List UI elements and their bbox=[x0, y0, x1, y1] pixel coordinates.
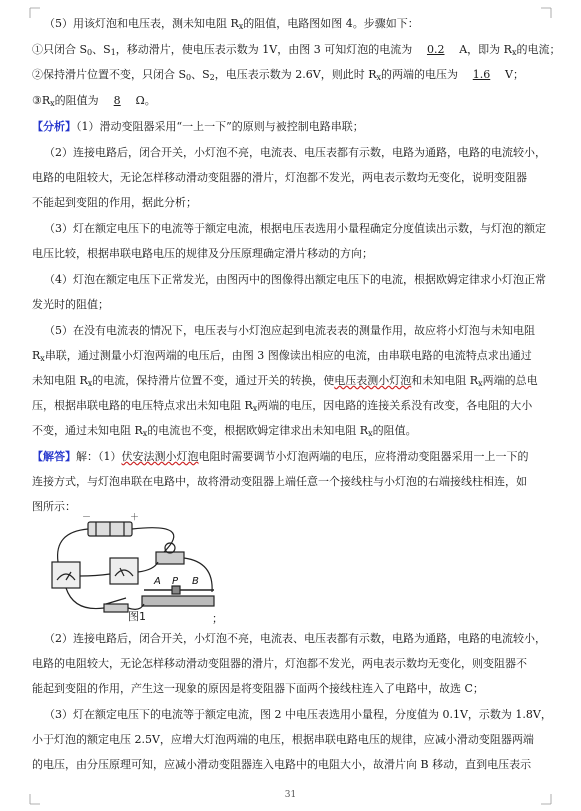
crop-mark-top-left bbox=[30, 8, 40, 18]
analysis-p4-l2: 发光时的阻值； bbox=[32, 298, 109, 311]
answer-blank: 0.2 bbox=[426, 43, 445, 56]
q5-intro: （5）用该灯泡和电压表，测未知电阻 $R_x$的阻值，电路图如图 4。步骤如下： bbox=[44, 17, 419, 31]
analysis-tag: 【分析】 bbox=[32, 120, 76, 133]
battery-plus-label: ＋ bbox=[130, 513, 140, 523]
terminal-b-label: B bbox=[192, 576, 199, 587]
switch bbox=[104, 604, 128, 612]
analysis-p5-l3: 未知电阻 $R_x$的电流，保持滑片位置不变，通过开关的转换，使电压表测小灯泡和未知电阻 $R_x$两端的总电 bbox=[32, 374, 538, 388]
voltmeter bbox=[110, 558, 138, 584]
lamp bbox=[156, 552, 184, 564]
solution-p3-l2: 小于灯泡的额定电压 2.5V，应增大灯泡两端的电压，根据串联电路电压的规律，应减小滑动变阻器两端 bbox=[32, 733, 534, 746]
solution-tag: 【解答】 bbox=[32, 450, 76, 463]
terminal-a-label: A bbox=[154, 576, 161, 587]
figure-caption: 图1 bbox=[128, 610, 146, 623]
solution-p3-l3: 的电压，由分压原理可知，应减小滑动变阻器连入电路中的电阻大小，故滑片向 B 移动，直到电压表示 bbox=[32, 758, 532, 771]
analysis-p2-l1: （2）连接电路后，闭合开关，小灯泡不亮，电流表、电压表都有示数，电路为通路，电路的电流较小， bbox=[44, 146, 546, 159]
solution-p3-l1: （3）灯在额定电压下的电流等于额定电流，图 2 中电压表选用小量程，分度值为 0.1V，示数为 1.8V， bbox=[44, 708, 552, 721]
analysis-p5-l5: 不变，通过未知电阻 $R_x$的电流也不变，根据欧姆定律求出未知电阻 $R_x$的阻值。 bbox=[32, 424, 417, 438]
answer-blank: 1.6 bbox=[472, 68, 491, 81]
solution-l2: 连接方式，与灯泡串联在电路中，故将滑动变阻器上端任意一个接线柱与小灯泡的右端接线柱相连，如 bbox=[32, 475, 527, 488]
q5-step-1: ①只闭合 $S_0$、$S_1$，移动滑片，使电压表示数为 1V，由图 3 可知灯泡的电流为 0.2 A，即为 $R_x$的电流； bbox=[32, 43, 561, 57]
ammeter bbox=[52, 562, 80, 588]
analysis-p2-l3: 不能起到变阻的作用，据此分析； bbox=[32, 196, 197, 209]
q5-step-3: $③R_x$的阻值为 8 Ω。 bbox=[32, 94, 156, 108]
analysis-p5-l1: （5）在没有电流表的情况下，电压表与小灯泡应起到电流表表的测量作用，故应将小灯泡与未知电阻 bbox=[44, 324, 535, 337]
solution-p2-l3: 能起到变阻的作用，产生这一现象的原因是将变阻器下面两个接线柱连入了电路中，故选 C； bbox=[32, 682, 484, 695]
analysis-p1: 【分析】（1）滑动变阻器采用“一上一下”的原则与被控制电路串联； bbox=[32, 120, 364, 133]
page-number: 31 bbox=[284, 790, 297, 800]
q5-step-2: ②保持滑片位置不变，只闭合 $S_0$、$S_2$，电压表示数为 2.6V，则此时 $R_x$的两端的电压为 1.6 V； bbox=[32, 68, 524, 82]
analysis-p5-l2: $R_x$串联，通过测量小灯泡两端的电压后，由图 3 图像读出相应的电流，由串联电路的电流特点求出通过 bbox=[32, 349, 532, 363]
terminal-p-label: P bbox=[172, 576, 179, 587]
rheostat bbox=[142, 596, 214, 606]
solution-p2-l1: （2）连接电路后，闭合开关，小灯泡不亮，电流表、电压表都有示数，电路为通路，电路的电流较小， bbox=[44, 632, 546, 645]
solution-p2-l2: 电路的电阻较大，无论怎样移动滑动变阻器的滑片，灯泡都不发光，两电表示数均无变化，则变阻器不 bbox=[32, 657, 527, 670]
answer-blank: 8 bbox=[113, 94, 121, 107]
analysis-p3-l2: 电压比较，根据串联电路电压的规律及分压原理确定滑片移动的方向； bbox=[32, 247, 373, 260]
analysis-p2-l2: 电路的电阻较大，无论怎样移动滑动变阻器的滑片，灯泡都不发光，两电表示数均无变化，说明变阻器 bbox=[32, 171, 527, 184]
battery-minus-label: － bbox=[82, 513, 92, 523]
analysis-p5-l4: 压，根据串联电路的电压特点求出未知电阻 $R_x$两端的电压，因电路的连接关系没有改变，各电阻的大小 bbox=[32, 399, 533, 413]
solution-l1: 【解答】解：（1）伏安法测小灯泡电阻时需要调节小灯泡两端的电压，应将滑动变阻器采用一上一下的 bbox=[32, 450, 529, 463]
solution-l3: 图所示： bbox=[32, 500, 76, 513]
figure-trailing-semicolon: ； bbox=[212, 612, 223, 625]
analysis-p3-l1: （3）灯在额定电压下的电流等于额定电流，根据电压表选用小量程确定分度值读出示数，与灯泡的额定 bbox=[44, 222, 546, 235]
analysis-p4-l1: （4）灯泡在额定电压下正常发光，由图丙中的图像得出额定电压下的电流，根据欧姆定律求小灯泡正常 bbox=[44, 273, 546, 286]
